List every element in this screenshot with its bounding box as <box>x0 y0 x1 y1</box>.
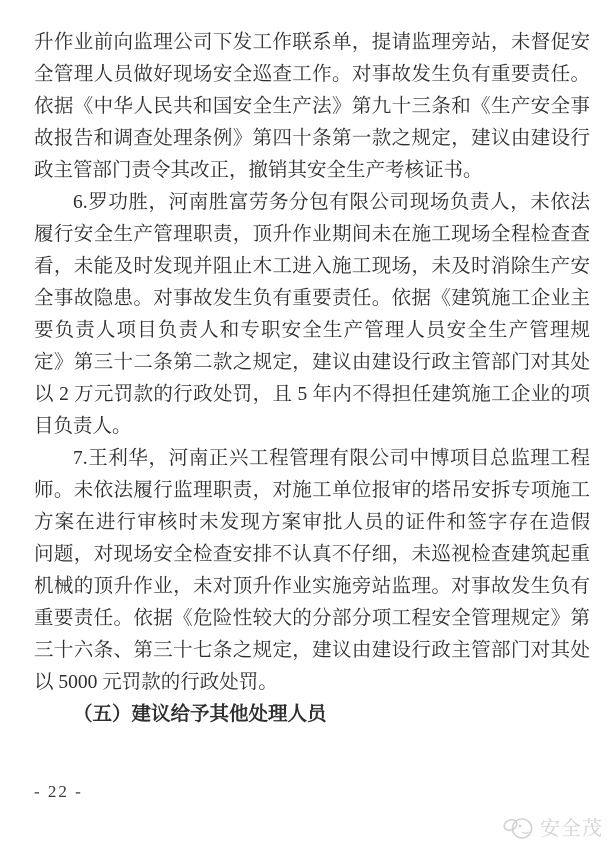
text-line: 依据《中华人民共和国安全生产法》第九十三条和《生产安全事 <box>34 96 590 117</box>
text-line: 履行安全生产管理职责，顶升作业期间未在施工现场全程检查查 <box>34 224 590 245</box>
text-line: 师。未依法履行监理职责，对施工单位报审的塔吊安拆专项施工 <box>34 480 590 501</box>
text-line: 全事故隐患。对事故发生负有重要责任。依据《建筑施工企业主 <box>34 288 590 309</box>
text-line: 机械的顶升作业，未对顶升作业实施旁站监理。对事故发生负有 <box>34 576 590 597</box>
watermark <box>502 812 603 841</box>
text-line: 升作业前向监理公司下发工作联系单，提请监理旁站，未督促安 <box>34 32 590 53</box>
watermark-text: 安全茂 <box>540 818 603 840</box>
text-line: 三十六条、第三十七条之规定，建议由建设行政主管部门对其处 <box>34 640 590 661</box>
text-line: 定》第三十二条第二款之规定，建议由建设行政主管部门对其处 <box>34 352 590 373</box>
document-body <box>34 27 590 731</box>
text-line: 重要责任。依据《危险性较大的分部分项工程安全管理规定》第 <box>34 608 590 629</box>
text-line: 6.罗功胜，河南胜富劳务分包有限公司现场负责人，未依法 <box>73 192 590 213</box>
page-number: - 22 - <box>34 782 83 801</box>
mascot-logo-icon <box>502 813 535 841</box>
text-line: （五）建议给予其他处理人员 <box>73 704 327 725</box>
text-line: 问题，对现场安全检查安排不认真不仔细，未巡视检查建筑起重 <box>34 544 590 565</box>
text-line: 全管理人员做好现场安全巡查工作。对事故发生负有重要责任。 <box>34 64 590 85</box>
text-line: 以 2 万元罚款的行政处罚，且 5 年内不得担任建筑施工企业的项 <box>34 384 590 405</box>
text-line: 7.王利华，河南正兴工程管理有限公司中博项目总监理工程 <box>73 448 590 469</box>
text-line: 要负责人项目负责人和专职安全生产管理人员安全生产管理规 <box>34 320 590 341</box>
text-line: 看，未能及时发现并阻止木工进入施工现场，未及时消除生产安 <box>34 256 590 277</box>
text-line: 以 5000 元罚款的行政处罚。 <box>34 672 278 693</box>
text-line: 政主管部门责令其改正，撤销其安全生产考核证书。 <box>34 160 483 181</box>
text-line: 方案在进行审核时未发现方案审批人员的证件和签字存在造假 <box>34 512 590 533</box>
text-line: 目负责人。 <box>34 416 132 437</box>
text-line: 故报告和调查处理条例》第四十条第一款之规定，建议由建设行 <box>34 128 590 149</box>
